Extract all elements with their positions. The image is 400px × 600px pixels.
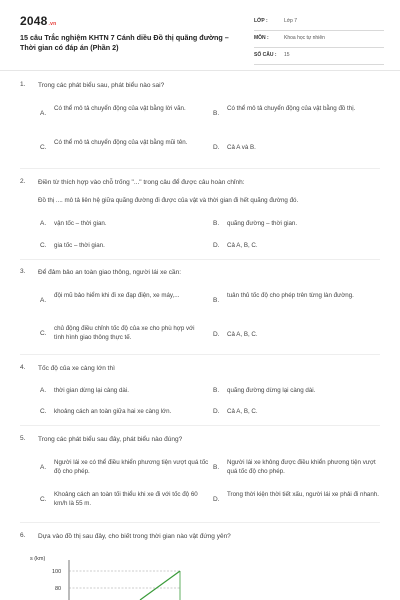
question-separator xyxy=(20,354,380,355)
option-letter: C. xyxy=(40,242,47,249)
option-text: quãng đường dừng lại càng dài. xyxy=(227,387,316,394)
question-number: 4. xyxy=(20,364,26,371)
option-text: khoảng cách an toàn giữa hai xe càng lớn. xyxy=(54,408,172,415)
document-title: 15 câu Trắc nghiệm KHTN 7 Cánh diều Đồ thị quãng đường – Thời gian có đáp án (Phần 2) xyxy=(20,33,229,52)
question-separator xyxy=(20,522,380,523)
question-text: Để đảm bảo an toàn giao thông, người lái xe cần: xyxy=(38,269,182,276)
option-text: gia tốc – thời gian. xyxy=(54,242,105,249)
meta-value: 15 xyxy=(284,52,290,58)
option-letter: B. xyxy=(213,110,220,117)
meta-key: MÔN : xyxy=(254,35,269,41)
option-letter: D. xyxy=(213,144,220,151)
distance-time-chart xyxy=(30,552,210,600)
meta-key: LỚP : xyxy=(254,18,268,24)
meta-row-class xyxy=(254,16,384,31)
option-text: Cả A, B, C. xyxy=(227,242,258,249)
meta-row-subject xyxy=(254,33,384,48)
question-number: 6. xyxy=(20,532,26,539)
option-letter: C. xyxy=(40,496,47,503)
option-letter: B. xyxy=(213,297,220,304)
option-letter: A. xyxy=(40,110,47,117)
option-letter: A. xyxy=(40,387,47,394)
option-text: vận tốc – thời gian. xyxy=(54,220,107,227)
meta-row-count xyxy=(254,50,384,65)
question-number: 1. xyxy=(20,81,26,88)
option-letter: D. xyxy=(213,242,220,249)
question-text: Trong các phát biểu sau đây, phát biểu nào đúng? xyxy=(38,436,183,443)
option-letter: A. xyxy=(40,464,47,471)
option-text: Cả A, B, C. xyxy=(227,408,258,415)
option-letter: C. xyxy=(40,408,47,415)
option-letter: A. xyxy=(40,220,47,227)
question-number: 2. xyxy=(20,178,26,185)
chart-tick-label: 80 xyxy=(55,586,62,592)
option-text: tuân thủ tốc độ cho phép trên từng làn đường. xyxy=(227,292,354,299)
question-separator xyxy=(20,259,380,260)
meta-value: Lớp 7 xyxy=(284,18,298,24)
question-number: 5. xyxy=(20,435,26,442)
option-text: Người lái xe không được điều khiển phương tiện vượt quá tốc độ cho phép. xyxy=(227,459,376,475)
question-text: Điền từ thích hợp vào chỗ trống "..." trong câu để được câu hoàn chỉnh: xyxy=(38,179,245,186)
question-number: 3. xyxy=(20,268,26,275)
option-text: Cả A và B. xyxy=(227,144,256,151)
option-letter: C. xyxy=(40,144,47,151)
meta-key: SỐ CÂU : xyxy=(254,52,277,58)
option-text: Người lái xe có thể điều khiển phương tiện vượt quá tốc độ cho phép. xyxy=(54,459,209,475)
question-text: Tốc độ của xe càng lớn thì xyxy=(38,365,115,372)
option-text: Cả A, B, C. xyxy=(227,331,258,338)
option-letter: D. xyxy=(213,331,220,338)
option-text: đội mũ bảo hiểm khi đi xe đạp điện, xe máy,... xyxy=(54,292,180,299)
option-letter: A. xyxy=(40,297,47,304)
question-sub-text: Đồ thị .... mô tả liên hệ giữa quãng đường đi được của vật và thời gian đi hết quãng đường đó. xyxy=(38,197,299,204)
chart-tick-label: 100 xyxy=(52,569,62,575)
question-text: Dựa vào đồ thị sau đây, cho biết trong thời gian nào vật đứng yên? xyxy=(38,533,231,540)
option-letter: C. xyxy=(40,330,47,337)
meta-value: Khoa học tự nhiên xyxy=(284,35,325,41)
option-text: quãng đường – thời gian. xyxy=(227,220,298,227)
option-letter: B. xyxy=(213,387,220,394)
option-text: Trong thời kiện thời tiết xấu, người lái xe phải đi nhanh. xyxy=(227,491,379,498)
option-text: Có thể mô tả chuyển động của vật bằng đồ thị. xyxy=(227,105,356,112)
option-text: Khoảng cách an toàn tối thiểu khi xe đi với tốc độ 60 km/h là 55 m. xyxy=(54,491,198,507)
question-separator xyxy=(20,168,380,169)
option-text: Có thể mô tả chuyển động của vật bằng mũi tên. xyxy=(54,139,188,146)
question-separator xyxy=(20,425,380,426)
option-text: Có thể mô tả chuyển động của vật bằng lời văn. xyxy=(54,105,186,112)
option-letter: B. xyxy=(213,464,220,471)
question-text: Trong các phát biểu sau, phát biểu nào sai? xyxy=(38,82,165,89)
document-header xyxy=(0,0,400,70)
chart-ylabel: s (km) xyxy=(30,556,46,562)
logo-text: 2048 xyxy=(20,14,48,28)
header-divider xyxy=(0,70,400,71)
meta-table xyxy=(254,16,384,67)
option-letter: B. xyxy=(213,220,220,227)
option-text: chủ động điều chỉnh tốc độ của xe cho phù hợp với tình hình giao thông thực tế. xyxy=(54,325,195,341)
option-letter: D. xyxy=(213,496,220,503)
site-logo[interactable] xyxy=(20,14,56,28)
option-letter: D. xyxy=(213,408,220,415)
chart-series-line xyxy=(140,571,180,600)
logo-suffix: .vn xyxy=(48,21,57,27)
option-text: thời gian dừng lại càng dài. xyxy=(54,387,129,394)
